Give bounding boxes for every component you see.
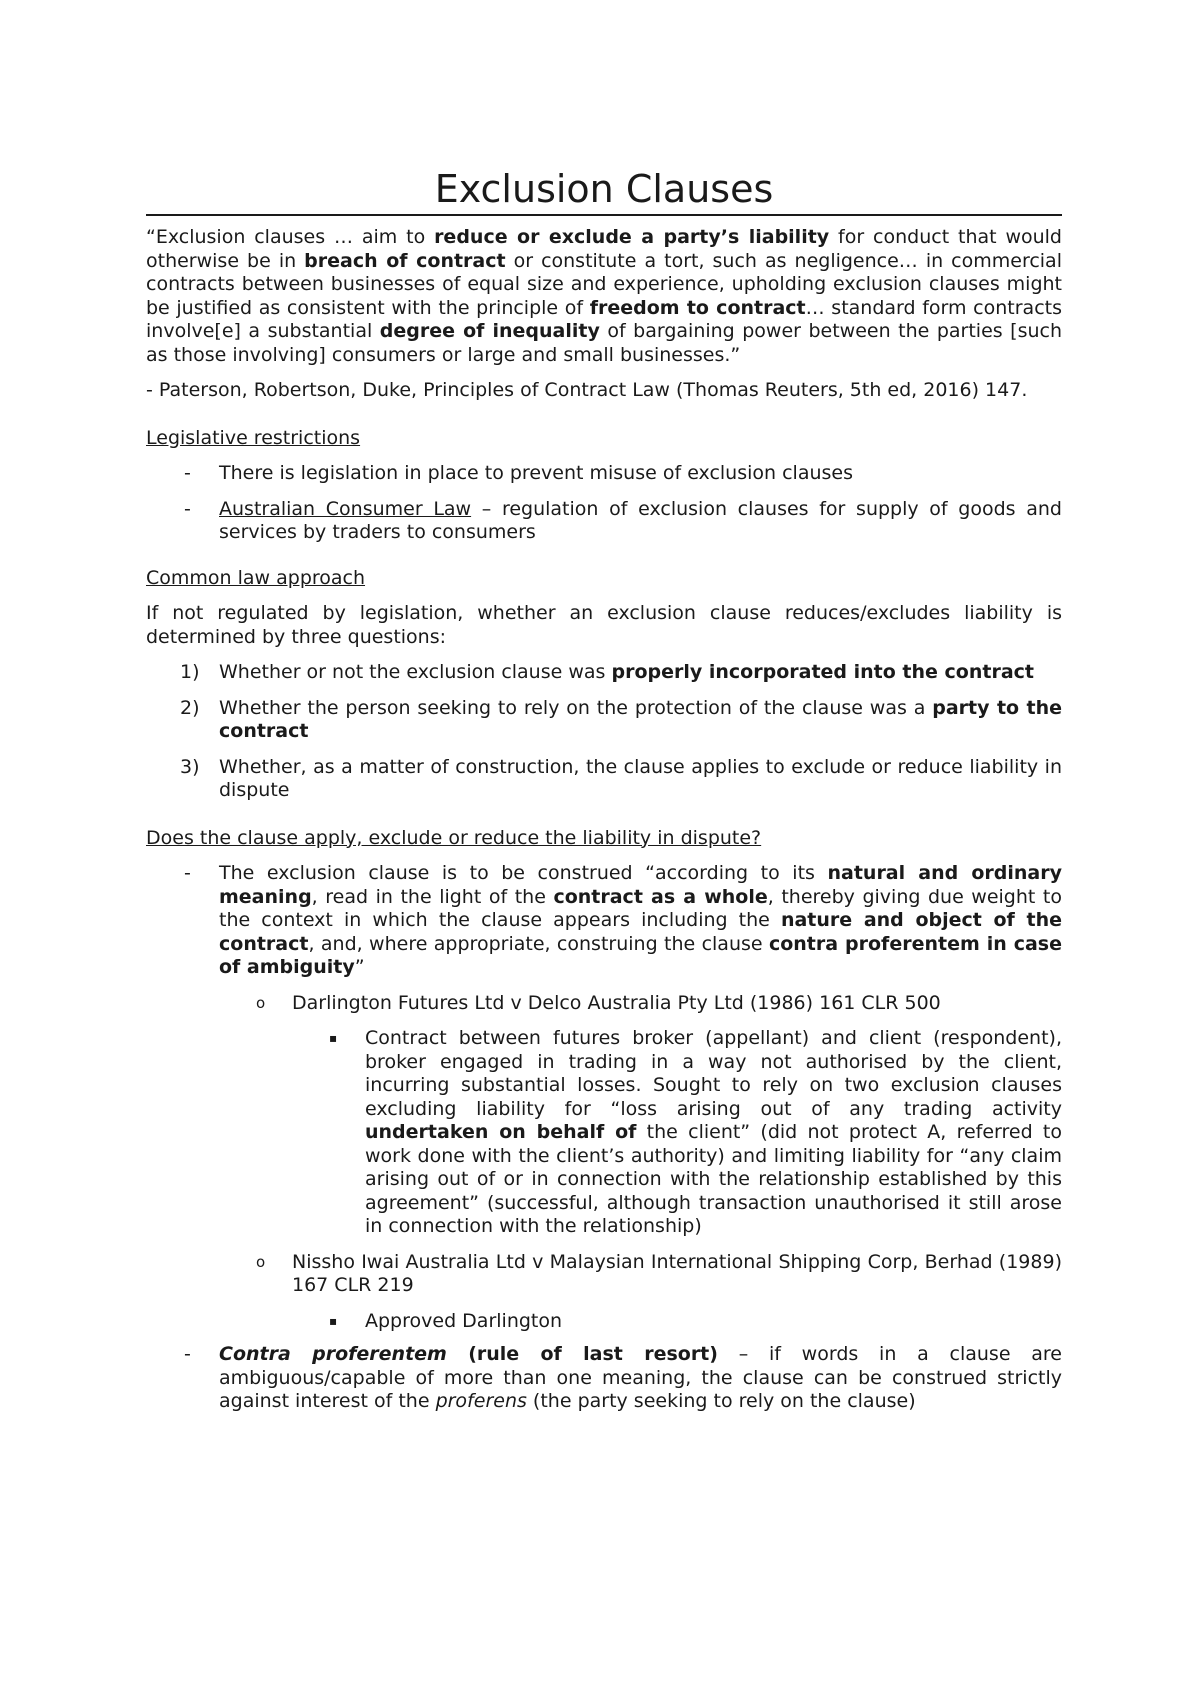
emphasized-text: properly incorporated into the contract <box>611 661 1034 683</box>
emphasized-text: (rule of last resort) <box>446 1343 718 1365</box>
dash-bullet: - <box>184 1343 191 1365</box>
heading-common-law-approach: Common law approach <box>146 566 366 589</box>
emphasized-text: reduce or exclude a party’s liability <box>434 226 830 248</box>
text-run: , read in the light of the <box>311 885 554 908</box>
text-run: “Exclusion clauses … aim to <box>146 226 435 248</box>
emphasized-text: nature and object of the contract <box>219 909 1062 955</box>
emphasized-text: degree of inequality <box>379 320 600 342</box>
case-name: Darlington Futures Ltd v Delco Australia Pty Ltd (1986) 161 CLR 500 <box>292 991 941 1014</box>
dash-bullet: - <box>184 462 191 484</box>
number-marker: 3) <box>180 755 200 778</box>
dash-bullet: - <box>184 862 191 884</box>
text-run: There is legislation in place to prevent misuse of exclusion clauses <box>219 462 854 484</box>
emphasized-text: freedom to contract <box>589 296 806 319</box>
text-run: the client” (did not protect A, referred to work done with the client’s authority) and limiting liability for “any claim arising out of or in connection with the relationship established by this agreement” (successful, although transaction unauthorised it still arose in connection with the relationship) <box>365 1121 1062 1237</box>
page-title: Exclusion Clauses <box>146 166 1062 216</box>
emphasized-text: contract as a whole <box>553 885 768 908</box>
numbered-item-text <box>219 661 1034 683</box>
document-page <box>146 166 1062 1414</box>
case-detail-text: Approved Darlington <box>365 1309 563 1332</box>
emphasized-text: party to the contract <box>219 696 1062 742</box>
square-bullet: ▪ <box>329 1313 338 1328</box>
list-item-text <box>219 462 853 484</box>
opening-quote <box>146 226 1062 367</box>
number-marker: 1) <box>180 661 200 683</box>
case-detail-item <box>146 1027 1062 1239</box>
text-run: The exclusion clause is to be construed “according to its <box>219 862 828 884</box>
underlined-term: Australian Consumer Law <box>219 497 472 520</box>
numbered-item <box>146 756 1062 803</box>
case-item <box>146 1251 1062 1298</box>
text-run: of bargaining power between the parties [such as those involving] consumers or large and small businesses.” <box>146 320 1062 366</box>
list-item-text <box>219 498 1062 544</box>
text-run: Contract between futures broker (appellant) and client (respondent), broker engaged in trading in a way not authorised by the client, incurring substantial losses. Sought to rely on two exclusion clauses excluding liability for “loss arising out of any trading activity <box>365 1027 1062 1120</box>
text-run: for conduct that would otherwise be in <box>146 226 1062 272</box>
common-law-intro: If not regulated by legislation, whether an exclusion clause reduces/excludes liability is determined by three questions: <box>146 602 1062 648</box>
case-detail-item <box>146 1310 1062 1334</box>
number-marker: 2) <box>180 696 200 719</box>
emphasized-text: undertaken on behalf of <box>365 1121 637 1143</box>
text-run: – if words in a clause are ambiguous/capable of more than one meaning, the clause can be construed strictly against interest of the <box>219 1343 1062 1412</box>
case-detail-text <box>365 1027 1062 1237</box>
text-run: Whether or not the exclusion clause was <box>219 661 612 683</box>
text-run: or constitute a tort, such as negligence… in commercial contracts between businesses of equal size and experience, upholding exclusion clauses might be justified as consistent with the principle of <box>146 249 1062 319</box>
text-run: proferens <box>435 1390 527 1412</box>
case-name: Nissho Iwai Australia Ltd v Malaysian International Shipping Corp, Berhad (1989) 167 CLR 219 <box>292 1250 1062 1296</box>
numbered-item <box>146 697 1062 744</box>
heading-legislative-restrictions: Legislative restrictions <box>146 426 361 449</box>
case-item <box>146 992 1062 1016</box>
text-run: … standard form contracts involve[e] a substantial <box>146 296 1062 342</box>
text-run <box>219 498 471 520</box>
list-item <box>146 462 1062 486</box>
list-item <box>146 1343 1062 1414</box>
square-bullet: ▪ <box>329 1031 338 1045</box>
emphasized-text: natural and ordinary meaning <box>219 862 1062 908</box>
circle-bullet: o <box>256 1252 266 1271</box>
numbered-item-text <box>219 697 1062 743</box>
numbered-item <box>146 661 1062 685</box>
heading-does-clause-apply: Does the clause apply, exclude or reduce the liability in dispute? <box>146 826 762 849</box>
list-item-text <box>219 862 1062 978</box>
numbered-item-text <box>219 756 1062 802</box>
list-item-text <box>219 1343 1062 1412</box>
list-item <box>146 498 1062 545</box>
text-run: Whether the person seeking to rely on the protection of the clause was a <box>219 696 933 719</box>
text-run: , and, where appropriate, construing the clause <box>308 932 769 955</box>
text-run: (the party seeking to rely on the clause) <box>526 1390 916 1412</box>
quote-citation: - Paterson, Robertson, Duke, Principles of Contract Law (Thomas Reuters, 5th ed, 2016) 147. <box>146 379 1028 401</box>
dash-bullet: - <box>184 497 191 520</box>
emphasized-text: contra proferentem in case of ambiguity <box>219 932 1062 978</box>
text-run: Whether, as a matter of construction, the clause applies to exclude or reduce liability in dispute <box>219 755 1062 801</box>
text-run: ” <box>354 956 365 978</box>
text-run: – regulation of exclusion clauses for supply of goods and services by traders to consumers <box>219 497 1062 543</box>
text-run: , thereby giving due weight to the context in which the clause appears including the <box>219 885 1062 931</box>
emphasized-text: Contra proferentem <box>219 1343 447 1365</box>
list-item <box>146 862 1062 980</box>
emphasized-text: breach of contract <box>304 249 506 272</box>
circle-bullet: o <box>256 993 266 1012</box>
